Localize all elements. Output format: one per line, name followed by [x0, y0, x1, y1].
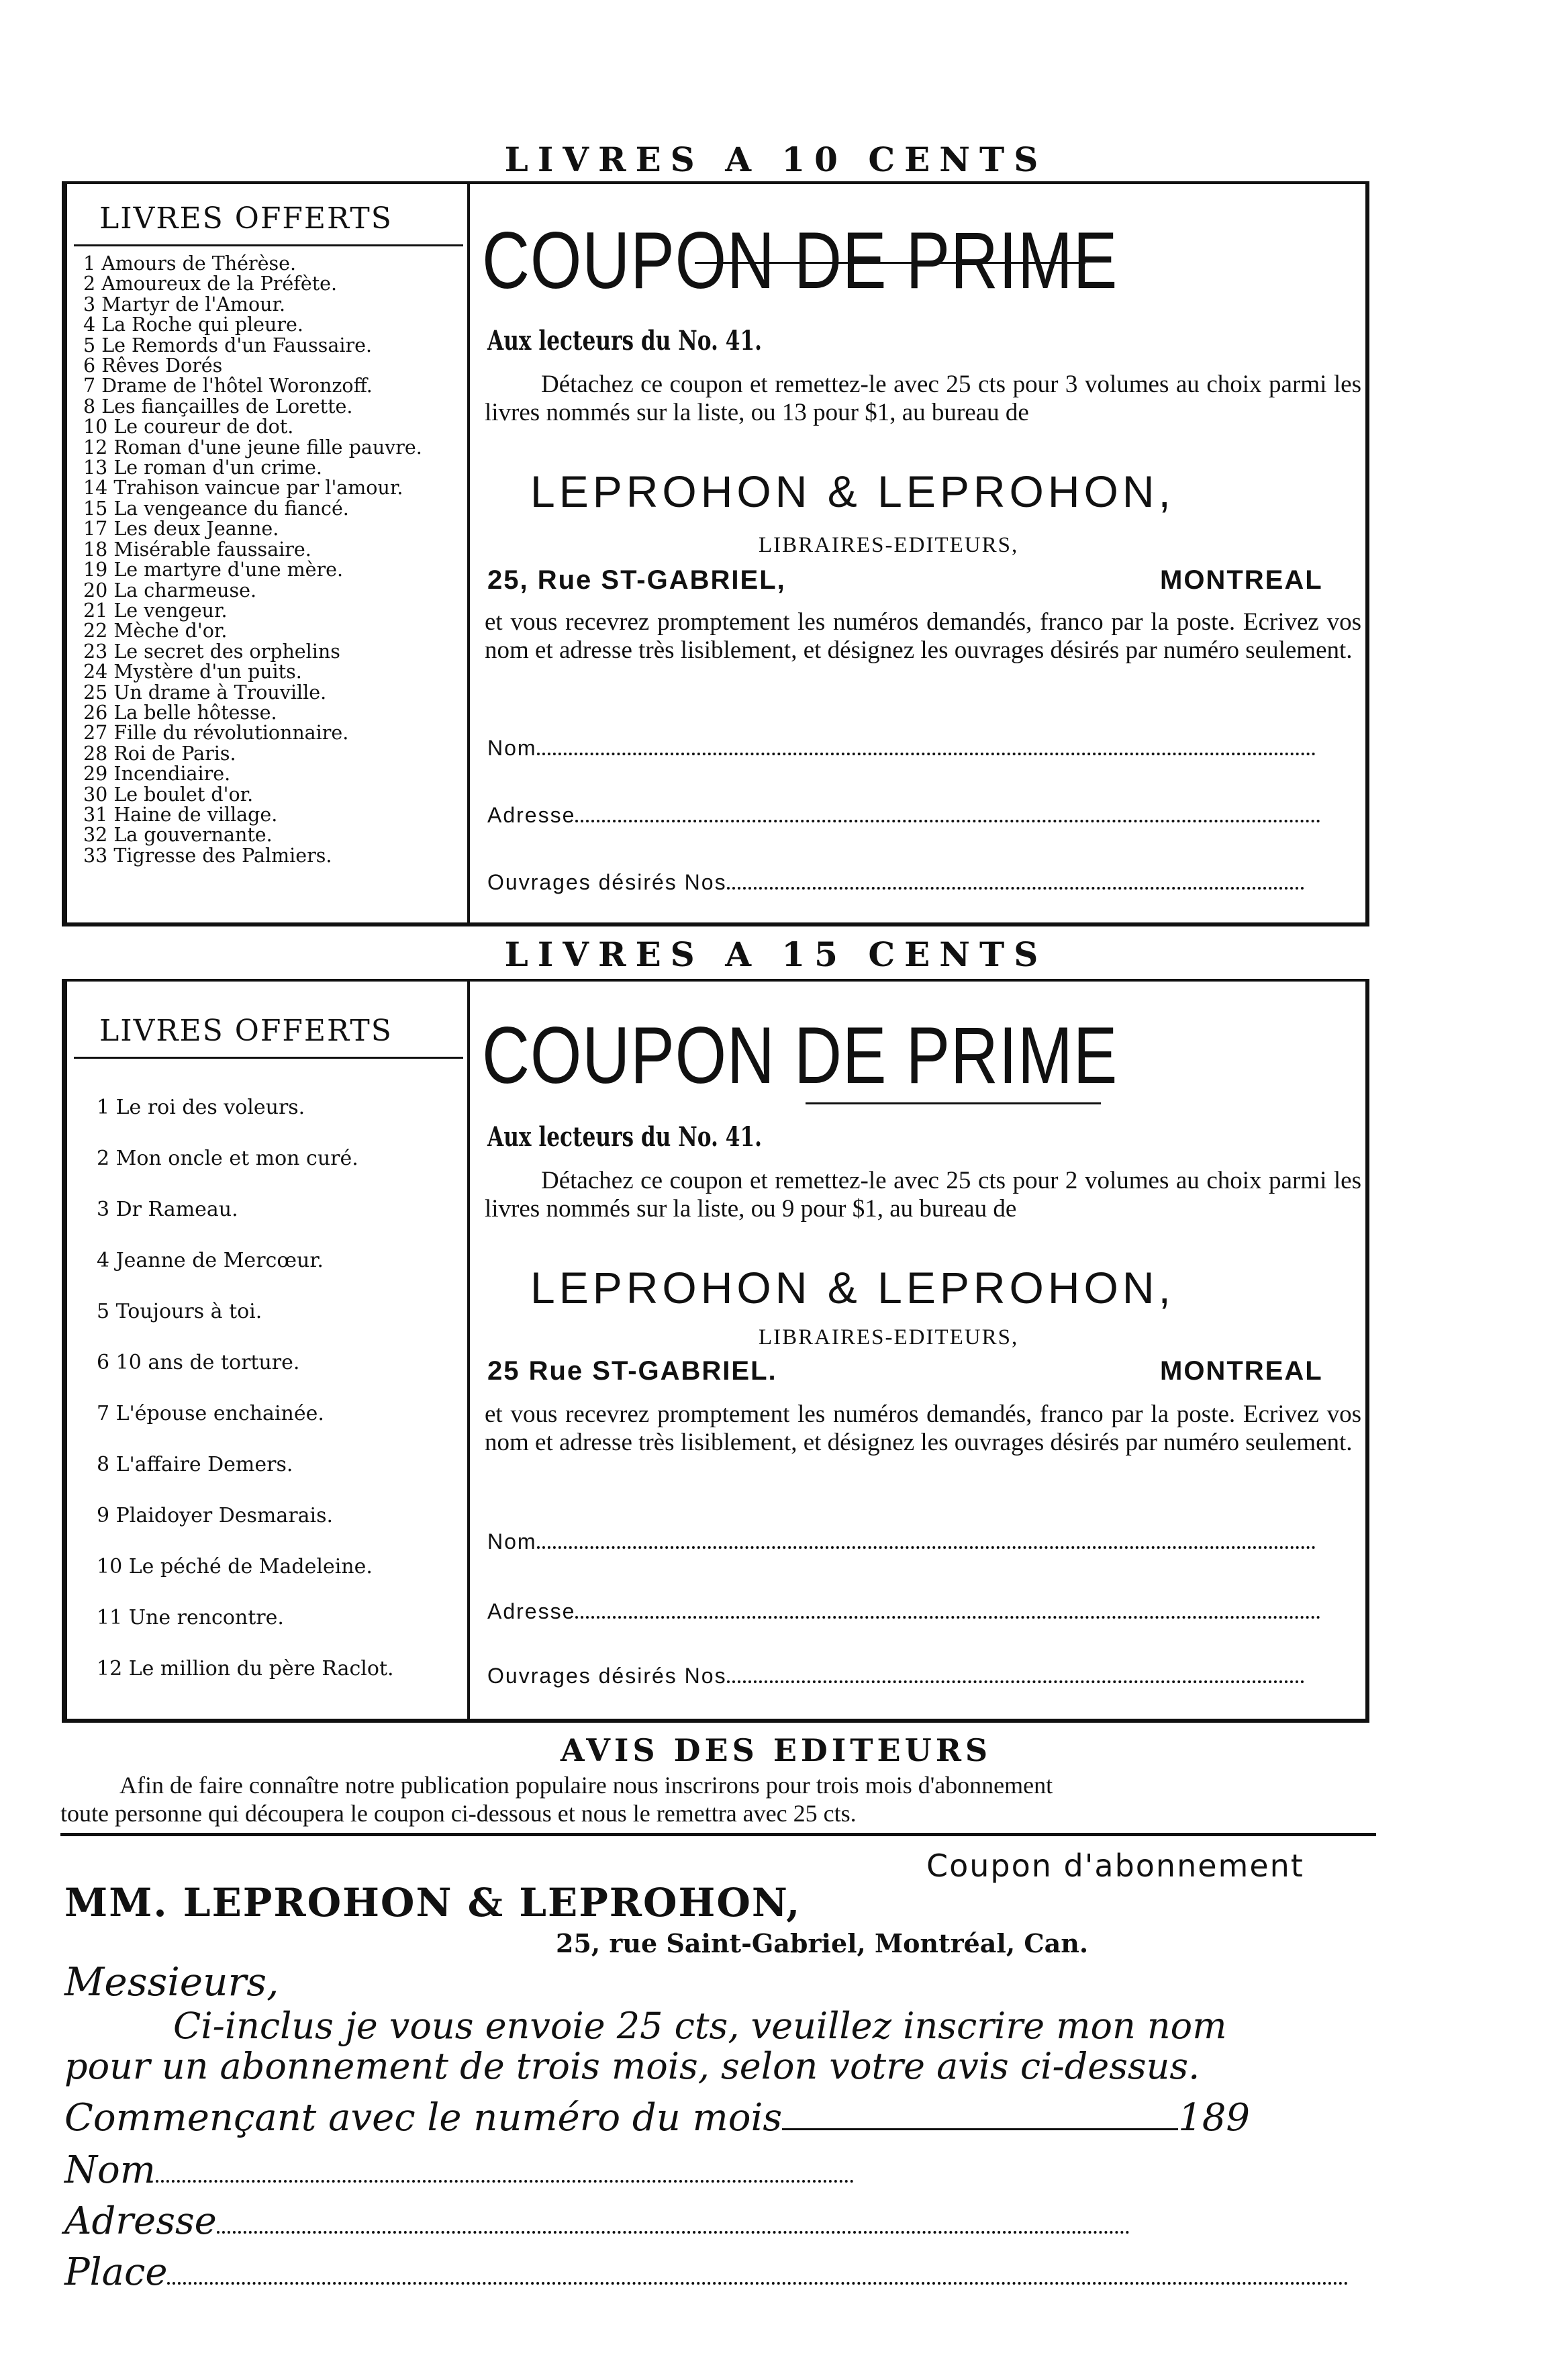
readers-line: Aux lecteurs du No. 41. [487, 1121, 763, 1153]
year-prefix: 189 [1178, 2096, 1251, 2140]
subscriber-address-field[interactable] [64, 2199, 1130, 2243]
list-item: 4 Jeanne de Mercœur. [97, 1249, 324, 1272]
name-field[interactable] [487, 1529, 1360, 1554]
list-item: 32 La gouvernante. [83, 824, 273, 847]
list-item: 3 Martyr de l'Amour. [83, 293, 286, 316]
list-item: 17 Les deux Jeanne. [83, 518, 279, 540]
works-field-label: Ouvrages désirés Nos [487, 1664, 727, 1688]
coupon-title-rule [695, 262, 1085, 264]
list-item: 21 Le vengeur. [83, 599, 228, 622]
list-item: 8 Les fiançailles de Lorette. [83, 395, 353, 418]
subscriber-place-line [167, 2278, 1349, 2285]
list-item: 18 Misérable faussaire. [83, 538, 311, 561]
address-field[interactable] [487, 803, 1360, 828]
start-month-label: Commençant avec le numéro du mois [64, 2096, 783, 2140]
list-item: 24 Mystère d'un puits. [83, 661, 302, 683]
coupon-title: COUPON DE PRIME [482, 1010, 1118, 1100]
coupon-intro: Détachez ce coupon et remettez-le avec 25 cts pour 2 volumes au choix parmi les livres nommés sur la liste, ou 9 pour $1, au bureau de [485, 1167, 1361, 1223]
list-item: 4 La Roche qui pleure. [83, 314, 303, 336]
works-field-line [727, 1676, 1304, 1683]
list-item: 1 Amours de Thérèse. [83, 252, 297, 275]
list-item: 2 Amoureux de la Préfète. [83, 273, 338, 295]
start-month-line [782, 2099, 1178, 2130]
list-header-rule [74, 244, 463, 246]
list-item: 25 Un drame à Trouville. [83, 681, 327, 704]
subscriber-name-field[interactable] [64, 2148, 854, 2192]
readers-line: Aux lecteurs du No. 41. [487, 325, 763, 356]
address-field-line [575, 1612, 1320, 1619]
column-divider [467, 982, 470, 1719]
list-item: 22 Mèche d'or. [83, 620, 228, 642]
subscription-body-1: Ci-inclus je vous envoie 25 cts, veuillez inscrire mon nom [173, 2005, 1227, 2047]
list-item: 7 Drame de l'hôtel Woronzoff. [83, 375, 373, 397]
publisher-subtitle: LIBRAIRES-EDITEURS, [759, 533, 1019, 557]
list-item: 7 L'épouse enchainée. [97, 1402, 324, 1425]
list-item: 23 Le secret des orphelins [83, 640, 340, 663]
works-field-line [727, 883, 1304, 890]
works-field[interactable] [487, 1664, 1360, 1688]
name-field-line [537, 1542, 1316, 1549]
list-item: 3 Dr Rameau. [97, 1198, 238, 1221]
list-item: 11 Une rencontre. [97, 1606, 284, 1629]
subscriber-address-label: Adresse [64, 2199, 217, 2243]
list-item: 19 Le martyre d'une mère. [83, 559, 344, 581]
list-item: 2 Mon oncle et mon curé. [97, 1147, 358, 1170]
subscription-label: Coupon d'abonnement [926, 1848, 1304, 1884]
list-item: 8 L'affaire Demers. [97, 1453, 293, 1476]
list-item: 15 La vengeance du fiancé. [83, 497, 349, 520]
list-item: 10 Le coureur de dot. [83, 416, 294, 438]
list-item: 12 Roman d'une jeune fille pauvre. [83, 436, 422, 459]
subscription-body-2: pour un abonnement de trois mois, selon votre avis ci-dessus. [64, 2045, 1200, 2087]
address-field-label: Adresse [487, 803, 576, 827]
list-item: 6 Rêves Dorés [83, 354, 223, 377]
address-field[interactable] [487, 1599, 1360, 1624]
list-item: 1 Le roi des voleurs. [97, 1096, 305, 1119]
list-item: 9 Plaidoyer Desmarais. [97, 1504, 334, 1527]
list-item: 33 Tigresse des Palmiers. [83, 844, 332, 867]
column-divider [467, 184, 470, 922]
list-item: 14 Trahison vaincue par l'amour. [83, 477, 403, 499]
coupon-intro: Détachez ce coupon et remettez-le avec 25 cts pour 3 volumes au choix parmi les livres nommés sur la liste, ou 13 pour $1, au bureau de [485, 371, 1361, 426]
avis-line-1: Afin de faire connaître notre publication populaire nous inscrirons pour trois mois d'abonnement [119, 1772, 1053, 1799]
publisher-street: 25, Rue ST-GABRIEL, [487, 565, 786, 595]
list-item: 5 Le Remords d'un Faussaire. [83, 334, 373, 356]
publisher-city: MONTREAL [1160, 565, 1323, 595]
list-item: 13 Le roman d'un crime. [83, 457, 322, 479]
publisher-street: 25 Rue ST-GABRIEL. [487, 1356, 777, 1386]
list-item: 29 Incendiaire. [83, 763, 231, 786]
list-header-rule [74, 1057, 463, 1059]
addressee: MM. LEPROHON & LEPROHON, [64, 1880, 802, 1925]
avis-line-2: toute personne qui découpera le coupon ci-dessous et nous le remettra avec 25 cts. [60, 1800, 857, 1827]
subscriber-name-label: Nom [64, 2148, 156, 2192]
subscriber-place-field[interactable] [64, 2250, 1349, 2294]
publisher-subtitle: LIBRAIRES-EDITEURS, [759, 1325, 1019, 1349]
list-item: 30 Le boulet d'or. [83, 783, 254, 806]
list-header: LIVRES OFFERTS [99, 1014, 393, 1048]
subscriber-name-line [156, 2176, 854, 2183]
section-title-15-cents: LIVRES A 15 CENTS [504, 935, 1048, 974]
publisher-name: LEPROHON & LEPROHON, [530, 467, 1175, 516]
list-item: 27 Fille du révolutionnaire. [83, 722, 349, 745]
coupon-box-10-cents [62, 181, 1369, 926]
list-item: 26 La belle hôtesse. [83, 701, 277, 724]
name-field-label: Nom [487, 736, 537, 760]
coupon-title: COUPON DE PRIME [482, 216, 1118, 305]
list-header: LIVRES OFFERTS [99, 201, 393, 236]
start-month-field[interactable] [64, 2096, 1250, 2140]
subscriber-address-line [217, 2227, 1130, 2234]
works-field[interactable] [487, 870, 1360, 895]
list-item: 10 Le péché de Madeleine. [97, 1555, 373, 1578]
name-field[interactable] [487, 736, 1360, 761]
address-field-line [575, 816, 1320, 822]
name-field-line [537, 749, 1316, 755]
book-list-10-cents [83, 254, 466, 866]
addressee-address: 25, rue Saint-Gabriel, Montréal, Can. [556, 1928, 1089, 1958]
list-item: 28 Roi de Paris. [83, 742, 236, 765]
works-field-label: Ouvrages désirés Nos [487, 870, 727, 894]
subscriber-place-label: Place [64, 2250, 168, 2294]
publisher-city: MONTREAL [1160, 1356, 1323, 1386]
avis-title: AVIS DES EDITEURS [560, 1732, 992, 1768]
address-field-label: Adresse [487, 1599, 576, 1623]
list-item: 31 Haine de village. [83, 803, 278, 826]
coupon-outro: et vous recevrez promptement les numéros demandés, franco par la poste. Ecrivez vos nom et adresse très lisiblement, et désignez les ouvrages désirés par numéro seulement. [485, 1400, 1361, 1456]
salutation: Messieurs, [64, 1959, 279, 2005]
section-title-10-cents: LIVRES A 10 CENTS [504, 140, 1048, 179]
list-item: 12 Le million du père Raclot. [97, 1657, 394, 1680]
list-item: 20 La charmeuse. [83, 579, 257, 602]
coupon-box-15-cents [62, 979, 1369, 1723]
publisher-name: LEPROHON & LEPROHON, [530, 1263, 1175, 1313]
avis-rule [60, 1833, 1376, 1836]
list-item: 6 10 ans de torture. [97, 1351, 300, 1374]
list-item: 5 Toujours à toi. [97, 1300, 262, 1323]
name-field-label: Nom [487, 1529, 537, 1554]
coupon-outro: et vous recevrez promptement les numéros demandés, franco par la poste. Ecrivez vos nom et adresse très lisiblement, et désignez les ouvrages désirés par numéro seulement. [485, 608, 1361, 664]
coupon-title-rule [806, 1102, 1101, 1104]
